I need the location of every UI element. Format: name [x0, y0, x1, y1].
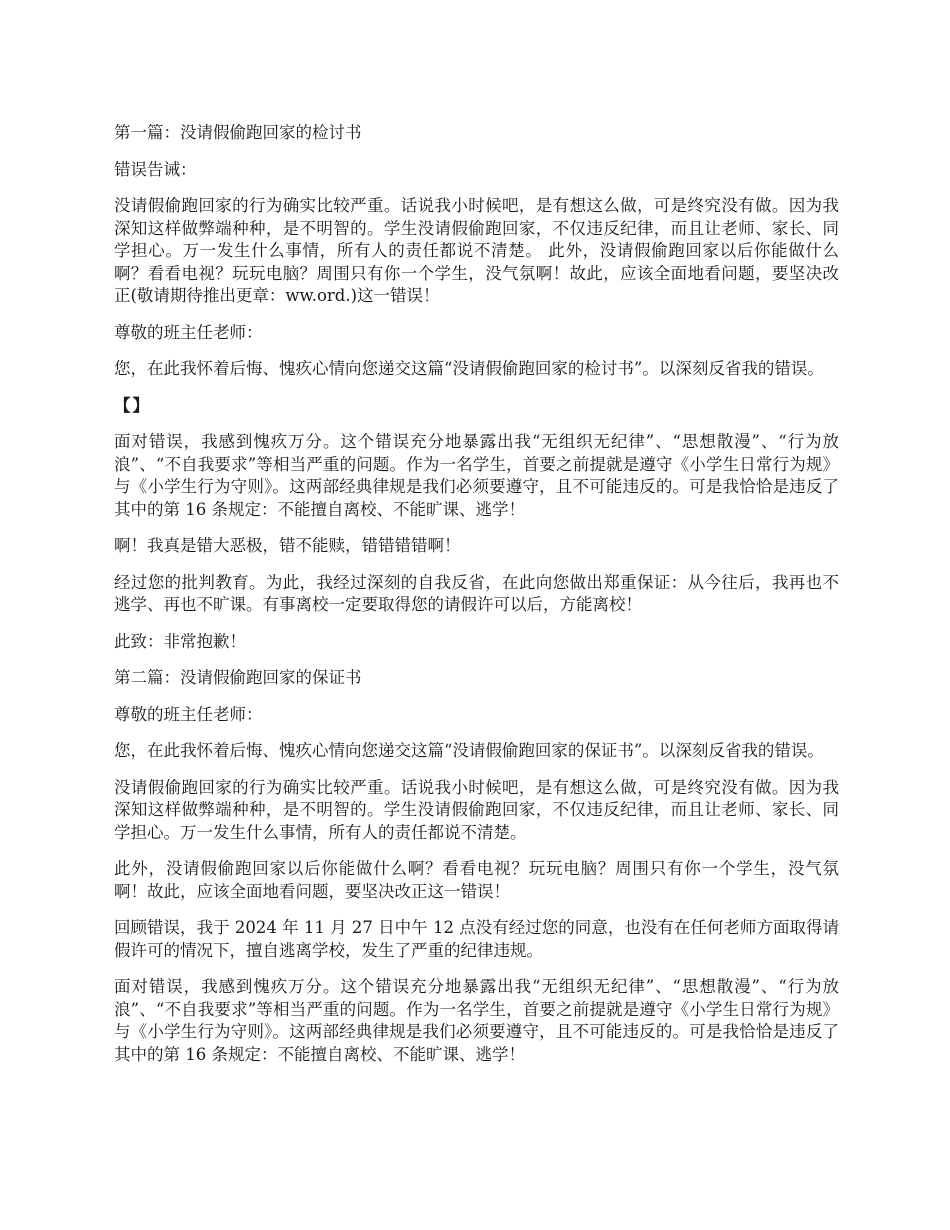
document-page — [114, 122, 839, 1080]
salutation: 尊敬的班主任老师： — [114, 322, 263, 342]
body-paragraph: 您，在此我怀着后悔、愧疚心情向您递交这篇“没请假偷跑回家的保证书”。以深刻反省我的错误。 — [114, 741, 824, 760]
body-paragraph: 您，在此我怀着后悔、愧疚心情向您递交这篇“没请假偷跑回家的检讨书”。以深刻反省我的错误。 — [114, 359, 824, 378]
body-paragraph: 没请假偷跑回家的行为确实比较严重。话说我小时候吧，是有想这么做，可是终究没有做。因为我深知这样做弊端种种，是不明智的。学生没请假偷跑回家，不仅违反纪律，而且让老师、家长、同学担心。万一发生什么事情，所有人的责任都说不清楚。 — [114, 777, 839, 842]
body-paragraph: 回顾错误，我于 2024 年 11 月 27 日中午 12 点没有经过您的同意，也没有在任何老师方面取得请假许可的情况下，擅自逃离学校，发生了严重的纪律违规。 — [114, 918, 839, 960]
section-title-2: 第二篇：没请假偷跑回家的保证书 — [114, 668, 362, 687]
bracket-marker: 【】 — [114, 395, 151, 415]
body-paragraph: 面对错误，我感到愧疚万分。这个错误充分地暴露出我“无组织无纪律”、“思想散漫”、“行为放浪”、“不自我要求”等相当严重的问题。作为一名学生，首要之前提就是遵守《小学生日常行为规》与《小学生行为守则》。这两部经典律规是我们必须要遵守，且不可能违反的。可是我恰恰是违反了其中的第 16 条规定：不能擅自离校、不能旷课、逃学！ — [114, 432, 839, 519]
section-title-1: 第一篇：没请假偷跑回家的检讨书 — [114, 123, 362, 142]
body-paragraph: 经过您的批判教育。为此，我经过深刻的自我反省，在此向您做出郑重保证：从今往后，我再也不逃学、再也不旷课。有事离校一定要取得您的请假许可以后，方能离校！ — [114, 572, 839, 614]
closing-line: 此致：非常抱歉！ — [114, 631, 246, 651]
warning-heading: 错误告诫： — [114, 159, 197, 179]
body-paragraph: 啊！我真是错大恶极，错不能赎，错错错错啊！ — [114, 536, 461, 555]
body-paragraph: 此外，没请假偷跑回家以后你能做什么啊？看看电视？玩玩电脑？周围只有你一个学生，没气氛啊！故此，应该全面地看问题，要坚决改正这一错误！ — [114, 859, 839, 901]
body-paragraph: 没请假偷跑回家的行为确实比较严重。话说我小时候吧，是有想这么做，可是终究没有做。因为我深知这样做弊端种种，是不明智的。学生没请假偷跑回家，不仅违反纪律，而且让老师、家长、同学担心。万一发生什么事情，所有人的责任都说不清楚。 此外，没请假偷跑回家以后你能做什么啊？看看电视？玩玩电脑？周围只有你一个学生，没气氛啊！故此，应该全面地看问题，要坚决改正(敬请期待推出更章：ww.ord.)这一错误！ — [114, 196, 839, 305]
body-paragraph: 面对错误，我感到愧疚万分。这个错误充分地暴露出我“无组织无纪律”、“思想散漫”、“行为放浪”、“不自我要求”等相当严重的问题。作为一名学生，首要之前提就是遵守《小学生日常行为规》与《小学生行为守则》。这两部经典律规是我们必须要遵守，且不可能违反的。可是我恰恰是违反了其中的第 16 条规定：不能擅自离校、不能旷课、逃学！ — [114, 977, 839, 1064]
salutation: 尊敬的班主任老师： — [114, 704, 263, 724]
